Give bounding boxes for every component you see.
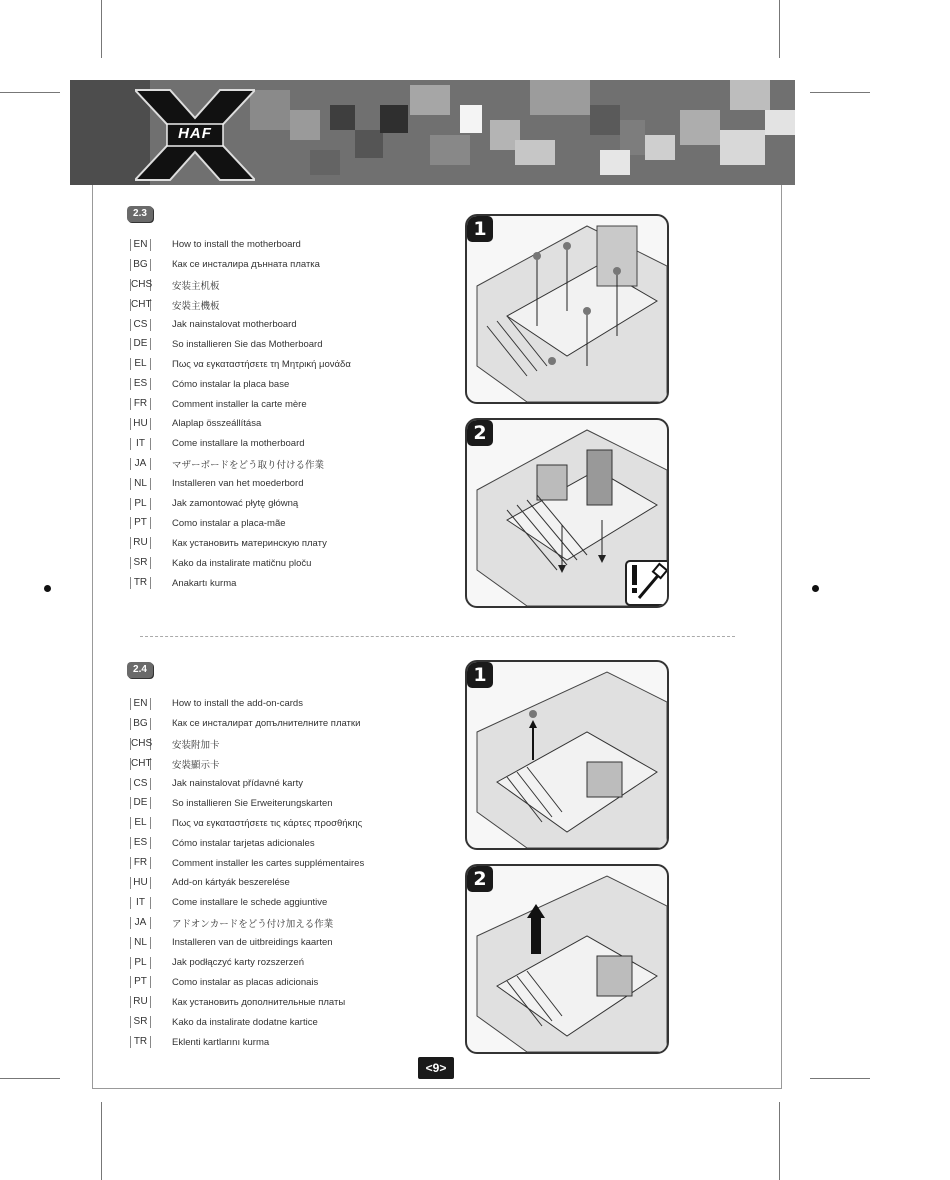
add-on-card-illustration xyxy=(467,866,667,1052)
crop-mark xyxy=(101,1102,102,1180)
language-code: NL xyxy=(130,937,151,949)
step-number: 1 xyxy=(467,216,493,242)
language-code: EL xyxy=(130,358,151,370)
instruction-text: Comment installer les cartes supplémentaires xyxy=(172,857,365,869)
language-code: NL xyxy=(130,478,151,490)
language-code: EN xyxy=(130,698,151,710)
illustration-panel xyxy=(465,418,669,608)
language-code: DE xyxy=(130,338,151,350)
language-list xyxy=(130,235,430,593)
list-item xyxy=(130,933,430,953)
language-code: PL xyxy=(130,498,151,510)
section-divider xyxy=(140,636,735,637)
list-item xyxy=(130,1032,430,1052)
list-item xyxy=(130,714,430,734)
list-item xyxy=(130,833,430,853)
list-item xyxy=(130,694,430,714)
instruction-text: Как установить материнскую плату xyxy=(172,537,327,549)
language-code: EL xyxy=(130,817,151,829)
instruction-text: Add-on kártyák beszerelése xyxy=(172,877,290,889)
language-code: IT xyxy=(130,897,151,909)
language-code: CHS xyxy=(131,278,153,290)
instruction-text: 安装附加卡 xyxy=(172,739,220,751)
instruction-text: So installieren Sie das Motherboard xyxy=(172,338,323,350)
step-number: 2 xyxy=(467,866,493,892)
language-code: RU xyxy=(130,996,151,1008)
instruction-text: Installeren van de uitbreidings kaarten xyxy=(172,937,333,949)
list-item xyxy=(130,474,430,494)
logo-text: HAF xyxy=(178,125,212,142)
page-number: <9> xyxy=(418,1057,454,1079)
crop-mark xyxy=(810,1078,870,1079)
language-code: IT xyxy=(130,438,151,450)
instruction-text: How to install the add-on-cards xyxy=(172,698,303,710)
instruction-text: Jak nainstalovat přídavné karty xyxy=(172,778,303,789)
list-item xyxy=(130,953,430,973)
list-item xyxy=(130,1012,430,1032)
instruction-text: Kako da instalirate dodatne kartice xyxy=(172,1016,318,1028)
list-item xyxy=(130,813,430,833)
list-item xyxy=(130,334,430,354)
list-item xyxy=(130,734,430,754)
instruction-text: 安装主机板 xyxy=(172,280,220,292)
list-item xyxy=(130,853,430,873)
language-code: RU xyxy=(130,537,151,549)
crop-mark xyxy=(101,0,102,58)
language-code: CS xyxy=(130,319,151,331)
motherboard-illustration xyxy=(467,216,667,402)
instruction-text: Installeren van het moederbord xyxy=(172,478,304,490)
instruction-text: Cómo instalar la placa base xyxy=(172,378,290,390)
list-item xyxy=(130,573,430,593)
list-item xyxy=(130,533,430,553)
crop-mark xyxy=(779,0,780,58)
language-code: JA xyxy=(130,917,151,929)
language-code: DE xyxy=(130,797,151,809)
language-code: HU xyxy=(130,418,151,430)
list-item xyxy=(130,553,430,573)
list-item xyxy=(130,315,430,335)
list-item xyxy=(130,255,430,275)
list-item xyxy=(130,774,430,794)
list-item xyxy=(130,394,430,414)
step-number: 2 xyxy=(467,420,493,446)
language-code: TR xyxy=(130,1036,151,1048)
language-code: SR xyxy=(130,557,151,569)
language-code: ES xyxy=(130,837,151,849)
instruction-text: Kako da instalirate matičnu ploču xyxy=(172,557,312,569)
list-item xyxy=(130,235,430,255)
list-item xyxy=(130,374,430,394)
instruction-text: Как установить дополнительные платы xyxy=(172,996,346,1008)
language-code: EN xyxy=(130,239,151,251)
language-code: FR xyxy=(130,398,151,410)
instruction-text: Alaplap összeállítása xyxy=(172,418,262,430)
illustration-panel xyxy=(465,864,669,1054)
list-item xyxy=(130,354,430,374)
crop-mark xyxy=(0,1078,60,1079)
list-item xyxy=(130,434,430,454)
list-item xyxy=(130,513,430,533)
list-item xyxy=(130,972,430,992)
language-code: JA xyxy=(130,458,151,470)
list-item xyxy=(130,893,430,913)
instruction-text: Eklenti kartlarını kurma xyxy=(172,1036,270,1048)
language-code: FR xyxy=(130,857,151,869)
instruction-text: アドオンカードをどう付け加える作業 xyxy=(172,918,334,930)
crop-mark xyxy=(779,1102,780,1180)
instruction-text: Jak zamontować płytę główną xyxy=(172,498,299,510)
list-item xyxy=(130,992,430,1012)
language-code: PT xyxy=(130,517,151,529)
language-code: CHS xyxy=(131,737,153,749)
instruction-text: 安裝主機板 xyxy=(172,300,220,312)
instruction-text: How to install the motherboard xyxy=(172,239,301,251)
language-code: TR xyxy=(130,577,151,589)
section-number: 2.4 xyxy=(127,662,153,678)
instruction-text: 安裝顯示卡 xyxy=(172,759,220,771)
instruction-text: Como instalar as placas adicionais xyxy=(172,976,319,988)
list-item xyxy=(130,295,430,315)
instruction-text: Как се инсталират допълнителните платки xyxy=(172,718,361,730)
list-item xyxy=(130,913,430,933)
language-code: BG xyxy=(130,259,151,271)
list-item xyxy=(130,494,430,514)
list-item xyxy=(130,793,430,813)
list-item xyxy=(130,454,430,474)
instruction-text: Cómo instalar tarjetas adicionales xyxy=(172,837,315,849)
list-item xyxy=(130,275,430,295)
language-list xyxy=(130,694,430,1052)
instruction-text: Anakartı kurma xyxy=(172,577,237,589)
language-code: CHT xyxy=(131,298,152,310)
language-code: BG xyxy=(130,718,151,730)
instruction-text: Come installare la motherboard xyxy=(172,438,305,450)
instruction-text: Come installare le schede aggiuntive xyxy=(172,897,328,909)
language-code: SR xyxy=(130,1016,151,1028)
language-code: CHT xyxy=(131,757,152,769)
list-item xyxy=(130,414,430,434)
instruction-text: Jak nainstalovat motherboard xyxy=(172,319,297,330)
instruction-text: Как се инсталира дънната платка xyxy=(172,259,320,271)
instruction-text: Comment installer la carte mère xyxy=(172,398,307,410)
instruction-text: So installieren Sie Erweiterungskarten xyxy=(172,797,333,809)
language-code: PL xyxy=(130,957,151,969)
step-number: 1 xyxy=(467,662,493,688)
instruction-text: Πως να εγκαταστήσετε τη Μητρική μονάδα xyxy=(172,358,351,370)
header-banner xyxy=(70,80,795,185)
instruction-text: Πως να εγκαταστήσετε τις κάρτες προσθήκης xyxy=(172,817,363,829)
registration-mark xyxy=(44,585,51,592)
language-code: CS xyxy=(130,778,151,790)
list-item xyxy=(130,873,430,893)
crop-mark xyxy=(0,92,60,93)
language-code: ES xyxy=(130,378,151,390)
language-code: PT xyxy=(130,976,151,988)
list-item xyxy=(130,754,430,774)
instruction-text: Jak podłączyć karty rozszerzeń xyxy=(172,957,304,969)
add-on-card-illustration xyxy=(467,662,667,848)
illustration-panel xyxy=(465,660,669,850)
illustration-panel xyxy=(465,214,669,404)
instruction-text: マザーボードをどう取り付ける作業 xyxy=(172,459,325,471)
crop-mark xyxy=(810,92,870,93)
instruction-text: Como instalar a placa-mãe xyxy=(172,517,286,529)
registration-mark xyxy=(812,585,819,592)
warning-screwdriver-icon xyxy=(625,560,669,606)
language-code: HU xyxy=(130,877,151,889)
section-number: 2.3 xyxy=(127,206,153,222)
